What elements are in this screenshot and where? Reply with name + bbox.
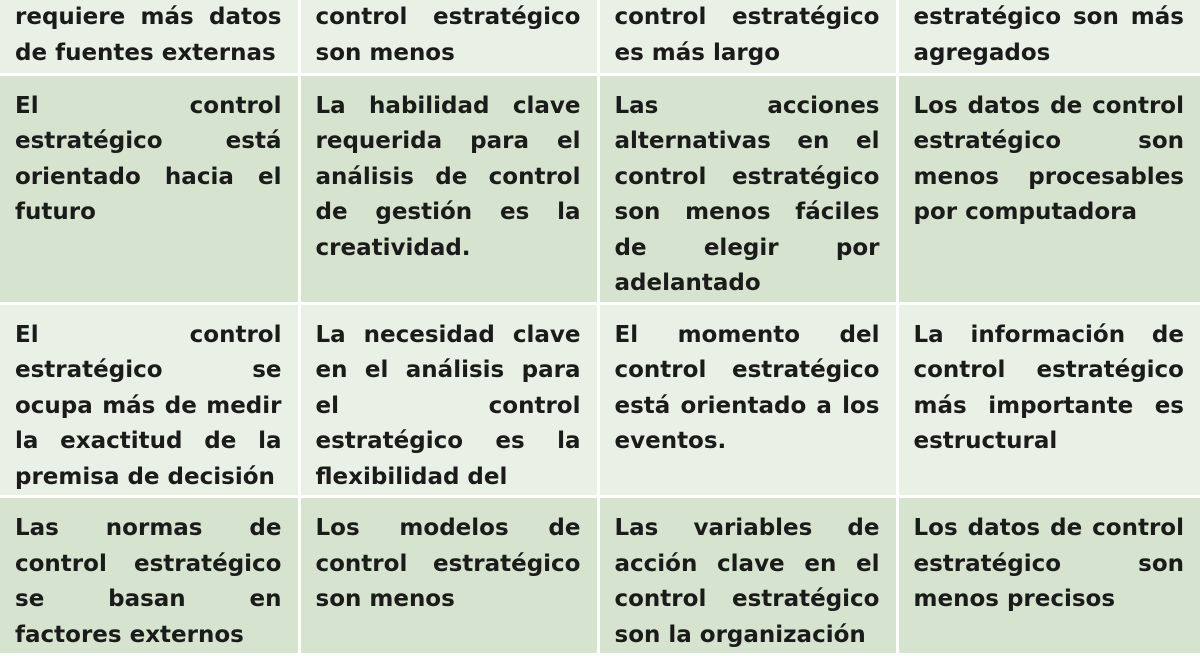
cell-text: La habilidad clave requerida para el análisis de control de gestión es la creatividad. — [315, 92, 581, 261]
table-cell — [299, 0, 598, 74]
cell-text: Las acciones alternativas en el control estratégico son menos fáciles de elegir por adelantado — [614, 92, 880, 296]
cell-text: El momento del control estratégico está orientado a los eventos. — [614, 321, 880, 454]
cell-text: Los datos de control estratégico son menos precisos — [913, 515, 1184, 612]
table-cell — [299, 497, 598, 655]
cell-text: requiere más datos de fuentes externas — [15, 4, 282, 66]
cell-text: El control estratégico está orientado hacia el futuro — [15, 92, 282, 225]
table-cell — [0, 303, 299, 497]
table-cell — [0, 497, 299, 655]
table-cell — [598, 0, 897, 74]
cell-text: El control estratégico se ocupa más de medir la exactitud de la premisa de decisión — [15, 321, 282, 490]
table-cell — [0, 0, 299, 74]
cell-text: Los modelos de control estratégico son menos — [315, 515, 581, 612]
table-row — [0, 74, 1200, 303]
cell-text: control estratégico son menos — [315, 4, 581, 66]
table-cell — [897, 497, 1200, 655]
table-cell — [0, 74, 299, 303]
cell-text: La necesidad clave en el análisis para el control estratégico es la flexibilidad del — [315, 321, 581, 490]
table-cell — [897, 74, 1200, 303]
table-row — [0, 0, 1200, 74]
table-row — [0, 497, 1200, 655]
table-cell — [598, 74, 897, 303]
table-cell — [598, 303, 897, 497]
table-cell — [299, 74, 598, 303]
table-cell — [897, 303, 1200, 497]
cell-text: Los datos de control estratégico son menos procesables por computadora — [913, 92, 1184, 225]
table-cell — [897, 0, 1200, 74]
cell-text: La información de control estratégico más importante es estructural — [913, 321, 1184, 454]
cell-text: Las variables de acción clave en el control estratégico son la organización — [614, 515, 880, 648]
cell-text: control estratégico es más largo — [614, 4, 880, 66]
cell-text: estratégico son más agregados — [913, 4, 1184, 66]
cell-text: Las normas de control estratégico se basan en factores externos — [15, 515, 282, 648]
table-cell — [299, 303, 598, 497]
table-cell — [598, 497, 897, 655]
table-row — [0, 303, 1200, 497]
